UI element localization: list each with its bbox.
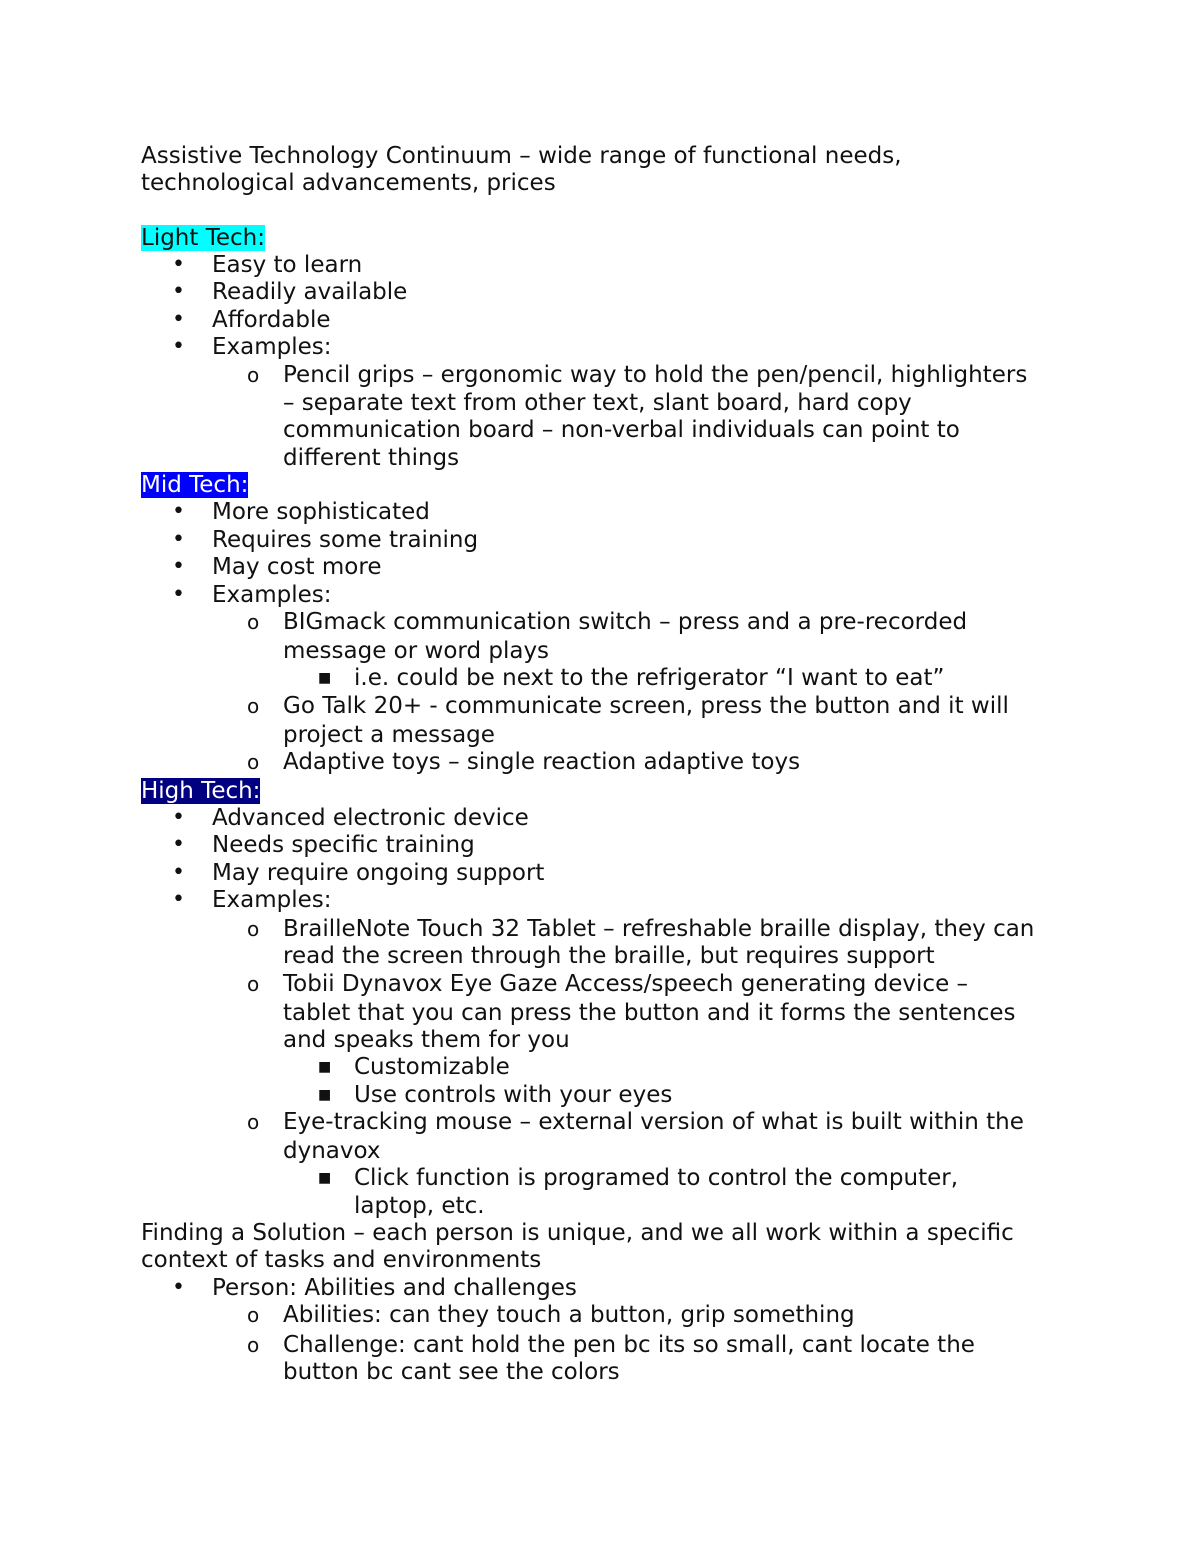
doc-title-line-1: Assistive Technology Continuum – wide range of functional needs, (141, 143, 902, 169)
bullet-circle-icon: o (247, 1110, 260, 1134)
sub-sub-list-item: Customizable (354, 1054, 510, 1080)
light-tech-highlight: Light Tech: (141, 225, 265, 251)
solution-paragraph-line-1: Finding a Solution – each person is unique, and we all work within a specific (141, 1220, 1014, 1246)
sub-list-item-continued: tablet that you can press the button and it forms the sentences (283, 1000, 1016, 1026)
bullet-dot-icon: • (172, 832, 185, 857)
bullet-dot-icon: • (172, 582, 185, 607)
bullet-circle-icon: o (247, 694, 260, 718)
high-tech-heading (141, 777, 260, 805)
sub-list-item-continued: read the screen through the braille, but requires support (283, 943, 935, 969)
sub-list-item: BrailleNote Touch 32 Tablet – refreshable braille display, they can (283, 916, 1035, 942)
solution-paragraph-line-2: context of tasks and environments (141, 1247, 542, 1273)
list-item: Easy to learn (212, 252, 363, 278)
sub-sub-list-item: Use controls with your eyes (354, 1082, 673, 1108)
list-item: More sophisticated (212, 499, 430, 525)
bullet-circle-icon: o (247, 610, 260, 634)
mid-tech-highlight: Mid Tech: (141, 472, 249, 498)
bullet-circle-icon: o (247, 972, 260, 996)
bullet-square-icon: ■ (318, 1059, 332, 1075)
sub-list-item: Pencil grips – ergonomic way to hold the pen/pencil, highlighters (283, 362, 1028, 388)
sub-list-item: BIGmack communication switch – press and a pre-recorded (283, 609, 968, 635)
sub-sub-list-item: Click function is programed to control the computer, (354, 1165, 959, 1191)
list-item: Advanced electronic device (212, 805, 529, 831)
sub-list-item-continued: and speaks them for you (283, 1027, 570, 1053)
sub-list-item-continued: – separate text from other text, slant board, hard copy (283, 390, 912, 416)
list-item: Requires some training (212, 527, 479, 553)
list-item: Needs specific training (212, 832, 475, 858)
sub-list-item: Abilities: can they touch a button, grip something (283, 1302, 855, 1328)
bullet-dot-icon: • (172, 805, 185, 830)
sub-list-item: Tobii Dynavox Eye Gaze Access/speech generating device – (283, 971, 969, 997)
bullet-circle-icon: o (247, 1333, 260, 1357)
bullet-dot-icon: • (172, 860, 185, 885)
bullet-dot-icon: • (172, 527, 185, 552)
bullet-dot-icon: • (172, 887, 185, 912)
list-item: May require ongoing support (212, 860, 545, 886)
list-item: May cost more (212, 554, 382, 580)
bullet-dot-icon: • (172, 252, 185, 277)
list-item: Affordable (212, 307, 331, 333)
list-item: Person: Abilities and challenges (212, 1275, 577, 1301)
sub-list-item-continued: project a message (283, 722, 495, 748)
list-item: Examples: (212, 334, 332, 360)
sub-list-item: Go Talk 20+ - communicate screen, press the button and it will (283, 693, 1009, 719)
bullet-dot-icon: • (172, 279, 185, 304)
bullet-square-icon: ■ (318, 1087, 332, 1103)
doc-title-line-2: technological advancements, prices (141, 170, 556, 196)
bullet-square-icon: ■ (318, 1170, 332, 1186)
list-item: Examples: (212, 582, 332, 608)
light-tech-heading (141, 224, 265, 252)
list-item: Readily available (212, 279, 408, 305)
sub-list-item-continued: button bc cant see the colors (283, 1359, 620, 1385)
mid-tech-heading (141, 471, 248, 499)
sub-list-item: Adaptive toys – single reaction adaptive toys (283, 749, 801, 775)
bullet-square-icon: ■ (318, 670, 332, 686)
bullet-dot-icon: • (172, 334, 185, 359)
sub-sub-list-item: i.e. could be next to the refrigerator “I want to eat” (354, 665, 945, 691)
bullet-dot-icon: • (172, 499, 185, 524)
sub-list-item-continued: dynavox (283, 1138, 381, 1164)
bullet-circle-icon: o (247, 363, 260, 387)
bullet-dot-icon: • (172, 307, 185, 332)
sub-list-item-continued: communication board – non-verbal individuals can point to (283, 417, 960, 443)
bullet-dot-icon: • (172, 554, 185, 579)
list-item: Examples: (212, 887, 332, 913)
sub-list-item: Eye-tracking mouse – external version of what is built within the (283, 1109, 1024, 1135)
bullet-circle-icon: o (247, 1303, 260, 1327)
sub-list-item-continued: different things (283, 445, 460, 471)
bullet-circle-icon: o (247, 750, 260, 774)
bullet-circle-icon: o (247, 917, 260, 941)
sub-sub-list-item-continued: laptop, etc. (354, 1193, 485, 1219)
bullet-dot-icon: • (172, 1275, 185, 1300)
sub-list-item: Challenge: cant hold the pen bc its so small, cant locate the (283, 1332, 975, 1358)
sub-list-item-continued: message or word plays (283, 638, 550, 664)
high-tech-highlight: High Tech: (141, 778, 261, 804)
